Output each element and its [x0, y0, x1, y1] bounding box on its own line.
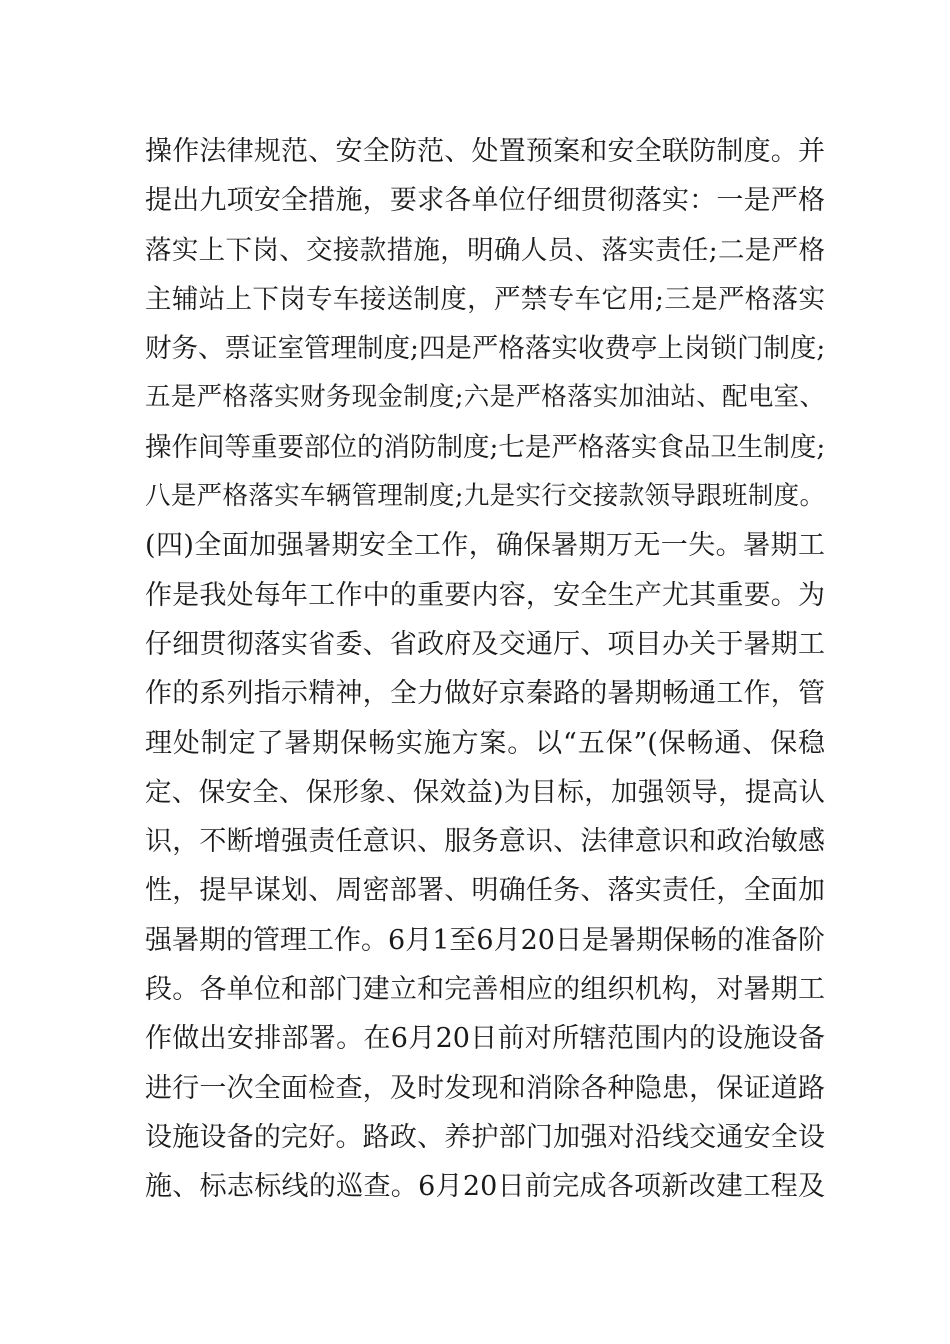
text-line: 仔细贯彻落实省委、省政府及交通厅、项目办关于暑期工: [145, 628, 825, 660]
text-line: 施、标志标线的巡查。6月20日前完成各项新改建工程及: [145, 1171, 825, 1203]
text-line: 性，提早谋划、周密部署、明确任务、落实责任，全面加: [145, 875, 825, 907]
text-line: 五是严格落实财务现金制度;六是严格落实加油站、配电室、: [145, 382, 825, 413]
text-line: 定、保安全、保形象、保效益)为目标，加强领导，提高认: [145, 776, 825, 808]
text-line: 八是严格落实车辆管理制度;九是实行交接款领导跟班制度。: [145, 481, 825, 512]
text-line: 主辅站上下岗专车接送制度，严禁专车它用;三是严格落实: [145, 283, 825, 315]
text-line: 提出九项安全措施，要求各单位仔细贯彻落实：一是严格: [145, 185, 825, 217]
text-line: 设施设备的完好。路政、养护部门加强对沿线交通安全设: [145, 1121, 825, 1153]
text-line: 作是我处每年工作中的重要内容，安全生产尤其重要。为: [145, 579, 825, 611]
text-line: 落实上下岗、交接款措施，明确人员、落实责任;二是严格: [145, 234, 825, 266]
text-line: 作的系列指示精神，全力做好京秦路的暑期畅通工作，管: [145, 678, 825, 710]
text-line: 进行一次全面检查，及时发现和消除各种隐患，保证道路: [145, 1072, 825, 1104]
text-line: 操作间等重要部位的消防制度;七是严格落实食品卫生制度;: [145, 431, 826, 463]
text-line: 作做出安排部署。在6月20日前对所辖范围内的设施设备: [145, 1023, 825, 1055]
text-line: (四)全面加强暑期安全工作，确保暑期万无一失。暑期工: [145, 530, 825, 562]
text-line: 理处制定了暑期保畅实施方案。以“五保”(保畅通、保稳: [145, 727, 825, 759]
body-text: [145, 127, 825, 1212]
text-line: 识，不断增强责任意识、服务意识、法律意识和政治敏感: [145, 826, 825, 858]
text-line: 财务、票证室管理制度;四是严格落实收费亭上岗锁门制度;: [145, 333, 826, 365]
text-line: 强暑期的管理工作。6月1至6月20日是暑期保畅的准备阶: [145, 924, 825, 956]
text-line: 操作法律规范、安全防范、处置预案和安全联防制度。并: [145, 136, 825, 167]
text-line: 段。各单位和部门建立和完善相应的组织机构，对暑期工: [145, 974, 825, 1006]
